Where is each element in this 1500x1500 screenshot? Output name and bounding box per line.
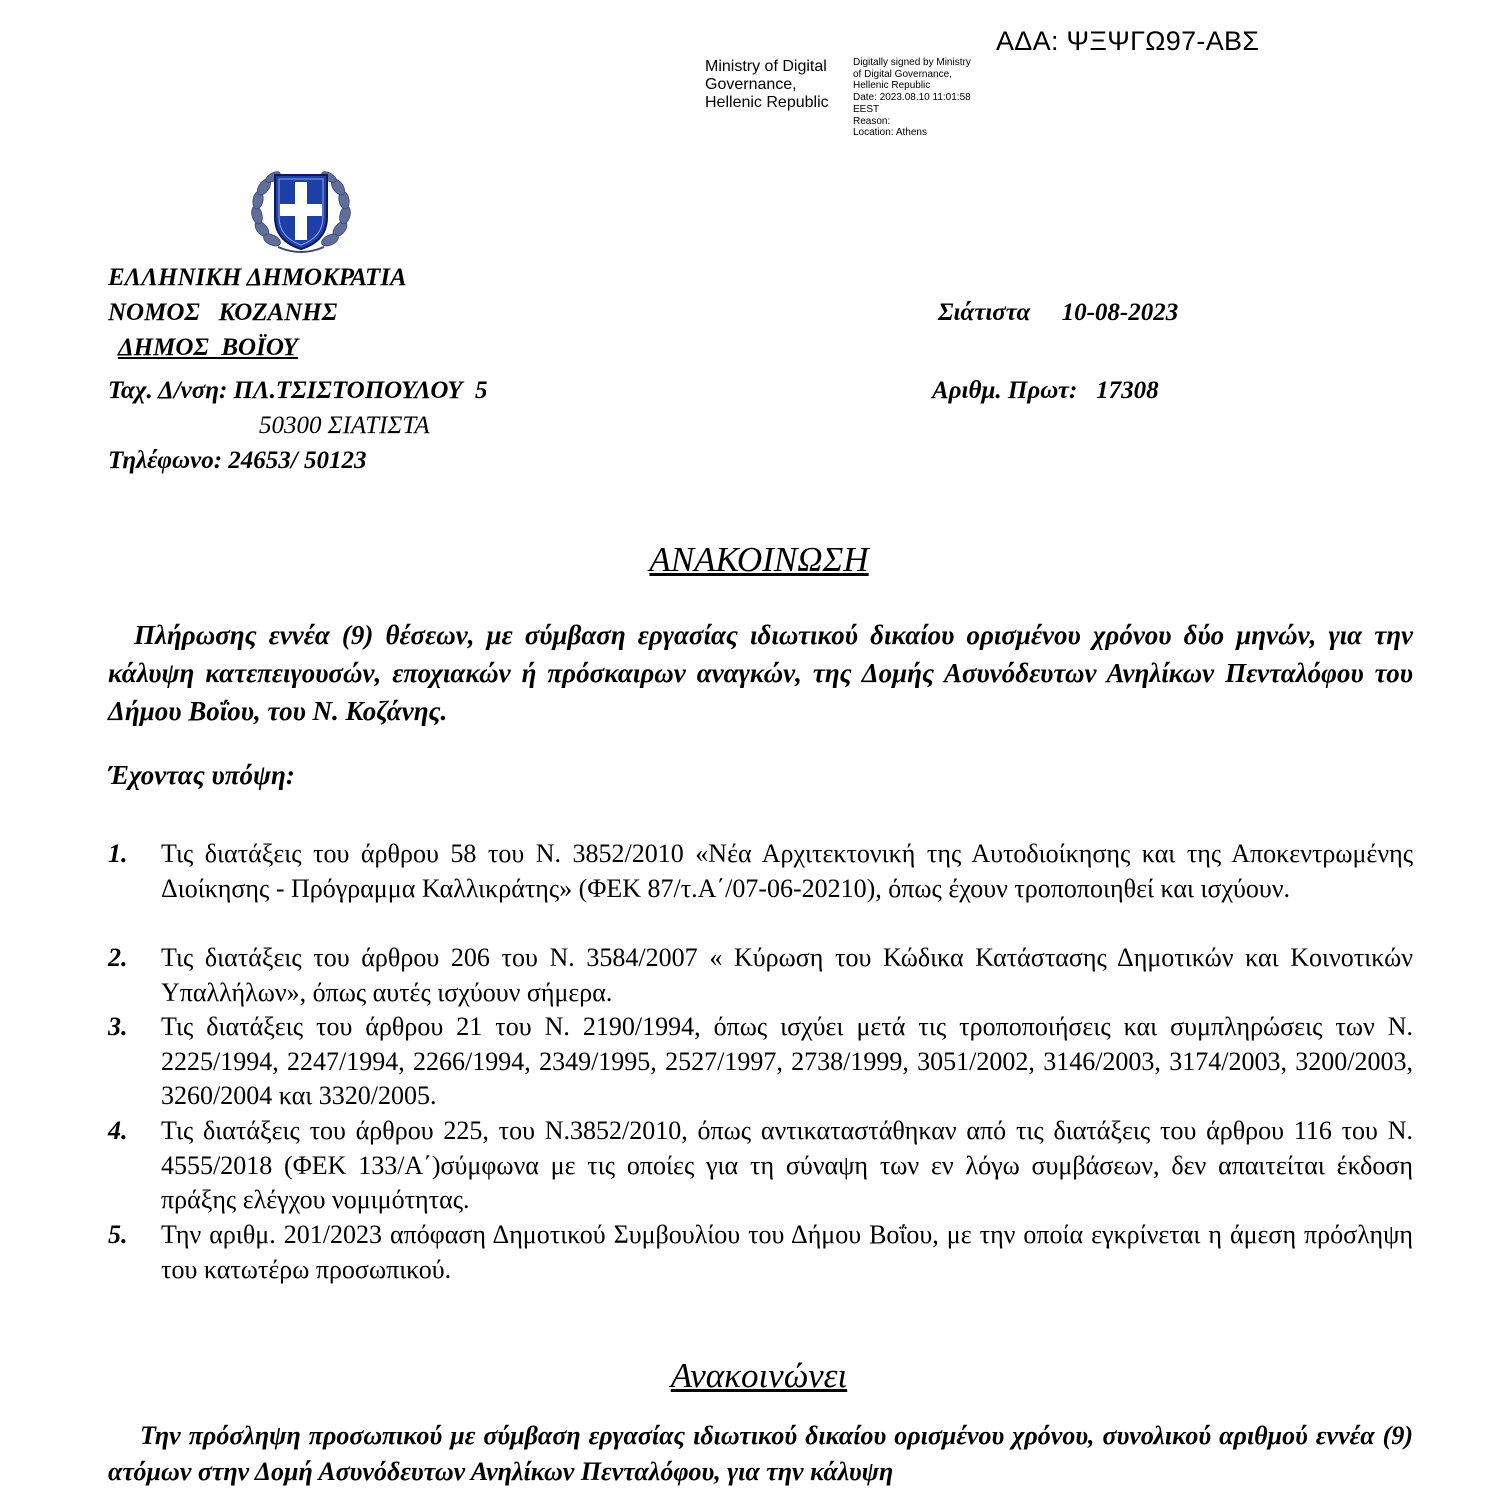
header-protocol-number: Αριθμ. Πρωτ: 17308 [932,377,1159,404]
list-item [108,837,1413,906]
signature-name-line: Hellenic Republic [705,94,829,111]
document-subject: Πλήρωσης εννέα (9) θέσεων, με σύμβαση εργασίας ιδιωτικού δικαίου ορισμένου χρόνου δύο μηνών, για την κάλυψη κατεπειγουσών, εποχιακών ή πρόσκαιρων αναγκών, της Δομής Ασυνόδευτων Ανηλίκων Πενταλόφου του Δήμου Βοΐου, του Ν. Κοζάνης. [108,620,1413,726]
list-item [108,1010,1413,1114]
list-item-number: 4. [108,1116,128,1145]
header-postal: 50300 ΣΙΑΤΙΣΤΑ [259,412,430,439]
ada-code: ΑΔΑ: ΨΞΨΓΩ97-ΑΒΣ [996,26,1260,56]
signature-detail-line: Hellenic Republic [853,80,931,92]
list-item-text: Τις διατάξεις του άρθρου 206 του Ν. 3584/2007 « Κύρωση του Κώδικα Κατάστασης Δημοτικών και Κοινοτικών Υπαλλήλων», όπως αυτές ισχύουν σήμερα. [161,943,1413,1007]
considering-heading: Έχοντας υπόψη: [108,760,295,790]
announcement-body: Την πρόσληψη προσωπικού με σύμβαση εργασίας ιδιωτικού δικαίου ορισμένου χρόνου, συνολικού αριθμού εννέα (9) ατόμων στην Δομή Ασυνόδευτων Ανηλίκων Πενταλόφου, για την κάλυψη [108,1421,1413,1486]
signature-detail-line: Digitally signed by Ministry [853,57,971,68]
header-place-date: Σιάτιστα 10-08-2023 [938,299,1179,326]
list-item-text: Την αριθμ. 201/2023 απόφαση Δημοτικού Συμβουλίου του Δήμου Βοΐου, με την οποία εγκρίνεται η άμεση πρόσληψη του κατωτέρω προσωπικού. [161,1220,1413,1284]
list-item-number: 5. [108,1220,128,1249]
list-item [108,1218,1413,1287]
signature-details [853,57,971,139]
list-item-text: Τις διατάξεις του άρθρου 58 του Ν. 3852/2010 «Νέα Αρχιτεκτονική της Αυτοδιοίκησης και της Αποκεντρωμένης Διοίκησης - Πρόγραμμα Καλλικράτης» (ΦΕΚ 87/τ.Α΄/07-06-20210), όπως έχουν τροποποιηθεί και ισχύουν. [161,839,1413,903]
list-item [108,1114,1413,1218]
signature-name-line: Ministry of Digital [705,58,827,75]
header-republic: ΕΛΛΗΝΙΚΗ ΔΗΜΟΚΡΑΤΙΑ [108,264,407,291]
list-item-number: 3. [108,1012,128,1041]
signature-detail-line: Date: 2023.08.10 11:01:58 [853,92,971,104]
header-prefecture: ΝΟΜΟΣ ΚΟΖΑΝΗΣ [108,299,338,326]
signature-detail-line: of Digital Governance, [853,68,952,80]
announces-heading: Ανακοινώνει [670,1356,848,1395]
header-municipality: ΔΗΜΟΣ ΒΟΪΟΥ [118,334,298,361]
signature-name-line: Governance, [705,76,797,93]
document-title: ΑΝΑΚΟΙΝΩΣΗ [649,540,869,579]
list-item [108,941,1413,1010]
signature-detail-line: Reason: [853,115,891,127]
list-item-text: Τις διατάξεις του άρθρου 21 του Ν. 2190/1994, όπως ισχύει μετά τις τροποποιήσεις και συμπληρώσεις των Ν. 2225/1994, 2247/1994, 2266/1994, 2349/1995, 2527/1997, 2738/1999, 3051/2002, 3146/2003, 3174/2003, 3200/2003, 3260/2004 και 3320/2005. [161,1012,1413,1110]
hellenic-republic-coat-of-arms-icon [248,165,354,255]
signature-detail-line: EEST [853,103,880,115]
list-item-number: 1. [108,839,128,868]
header-address: Ταχ. Δ/νση: ΠΛ.ΤΣΙΣΤΟΠΟΥΛΟΥ 5 [108,377,488,404]
header-phone: Τηλέφωνο: 24653/ 50123 [108,447,367,474]
signature-detail-line: Location: Athens [853,127,927,139]
list-item-number: 2. [108,943,128,972]
signature-signer-name [705,58,829,112]
list-item-text: Τις διατάξεις του άρθρου 225, του Ν.3852/2010, όπως αντικαταστάθηκαν από τις διατάξεις του άρθρου 116 του Ν. 4555/2018 (ΦΕΚ 133/Α΄)σύμφωνα με τις οποίες για τη σύναψη των εν λόγω συμβάσεων, δεν απαιτείται έκδοση πράξης ελέγχου νομιμότητας. [161,1116,1413,1214]
